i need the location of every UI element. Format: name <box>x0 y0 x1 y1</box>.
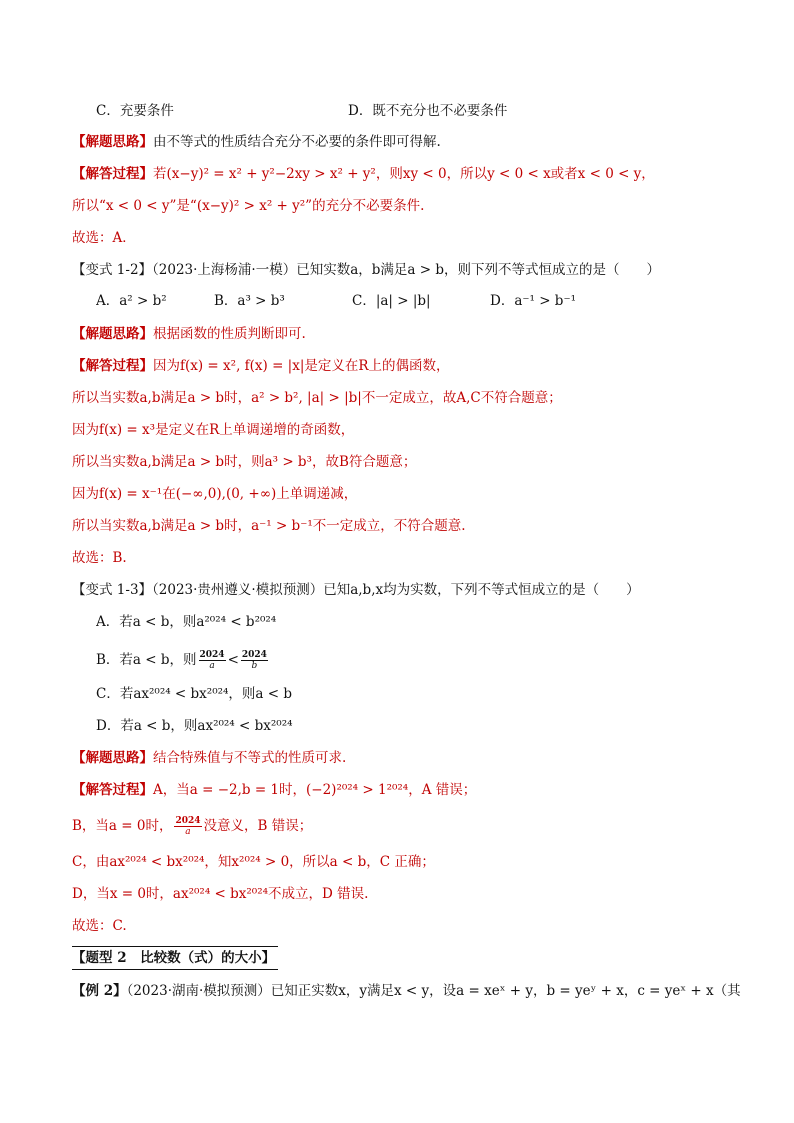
fraction-numerator: 2024 <box>199 650 225 660</box>
less-than: < <box>227 652 239 668</box>
process-line-2 <box>72 813 744 839</box>
process-line <box>72 779 744 801</box>
question-text: （2023·上海杨浦·一模）已知实数a，b满足a > b，则下列不等式恒成立的是（ ） <box>152 262 660 278</box>
option-a: A．若a < b，则a²⁰²⁴ < b²⁰²⁴ <box>96 614 277 630</box>
idea-text: 根据函数的性质判断即可. <box>153 326 306 342</box>
fraction <box>174 816 201 837</box>
fraction <box>241 650 268 671</box>
process-text: B，当a = 0时， <box>72 818 173 834</box>
question-tag: 【变式 1-3】 <box>72 582 153 598</box>
idea-text: 由不等式的性质结合充分不必要的条件即可得解. <box>153 134 441 150</box>
idea-label: 【解题思路】 <box>72 134 153 150</box>
option-a: A．a² > b² <box>96 293 167 309</box>
process-line-2: 所以“x < 0 < y”是“(x−y)² > x² + y²”的充分不必要条件. <box>72 198 425 214</box>
process-label: 【解答过程】 <box>72 782 153 798</box>
question-header <box>72 259 744 281</box>
fraction-denominator: a <box>209 661 215 671</box>
process-line <box>72 163 744 185</box>
process-line-3: 因为f(x) = x³是定义在R上单调递增的奇函数， <box>72 422 355 438</box>
process-line-3: C，由ax²⁰²⁴ < bx²⁰²⁴，知x²⁰²⁴ > 0，所以a < b，C 正确； <box>72 854 435 870</box>
option-b: B．a³ > b³ <box>214 293 285 309</box>
option-d: D．a⁻¹ > b⁻¹ <box>490 293 576 309</box>
option-c: C．充要条件 <box>96 103 174 119</box>
option-d: D．既不充分也不必要条件 <box>348 103 508 119</box>
process-line-2: 所以当实数a,b满足a > b时，a² > b², |a| > |b|不一定成立，故A,C不符合题意； <box>72 390 562 406</box>
fraction <box>199 650 226 671</box>
idea-label: 【解题思路】 <box>72 326 153 342</box>
question-tag: 【变式 1-2】 <box>72 262 153 278</box>
option-row <box>96 100 744 122</box>
fraction-denominator: b <box>251 661 258 671</box>
idea-text: 结合特殊值与不等式的性质可求. <box>153 750 347 766</box>
process-line-6: 所以当实数a,b满足a > b时，a⁻¹ > b⁻¹不一定成立，不符合题意. <box>72 518 466 534</box>
question-text: （2023·湖南·模拟预测）已知正实数x，y满足x < y，设a = xeˣ + y，b = yeʸ + x，c = yeˣ + x（其 <box>126 983 741 999</box>
process-line-4: 所以当实数a,b满足a > b时，则a³ > b³，故B符合题意； <box>72 454 417 470</box>
option-c: C．|a| > |b| <box>352 293 431 309</box>
fraction-numerator: 2024 <box>241 650 267 660</box>
process-text: 没意义，B 错误； <box>203 818 313 834</box>
process-text: 因为f(x) = x², f(x) = |x|是定义在R上的偶函数， <box>153 358 450 374</box>
option-c: C．若ax²⁰²⁴ < bx²⁰²⁴，则a < b <box>96 686 293 702</box>
fraction-denominator: a <box>185 827 191 837</box>
answer-line: 故选：C. <box>72 918 127 934</box>
question-header <box>72 980 744 1002</box>
process-text: 若(x−y)² = x² + y²−2xy > x² + y²，则xy < 0，所以y < 0 < x或者x < 0 < y， <box>153 166 655 182</box>
idea-line <box>72 131 744 153</box>
process-line <box>72 355 744 377</box>
question-tag: 【例 2】 <box>72 983 127 999</box>
idea-line <box>72 747 744 769</box>
option-b-text: B．若a < b，则 <box>96 652 197 668</box>
option-d: D．若a < b，则ax²⁰²⁴ < bx²⁰²⁴ <box>96 718 293 734</box>
process-text: A，当a = −2,b = 1时，(−2)²⁰²⁴ > 1²⁰²⁴，A 错误； <box>153 782 477 798</box>
question-header <box>72 579 744 601</box>
idea-line <box>72 323 744 345</box>
process-line-4: D，当x = 0时，ax²⁰²⁴ < bx²⁰²⁴不成立，D 错误. <box>72 886 369 902</box>
idea-label: 【解题思路】 <box>72 750 153 766</box>
process-label: 【解答过程】 <box>72 166 153 182</box>
option-row <box>96 290 744 312</box>
answer-line: 故选：B. <box>72 550 127 566</box>
section-title: 【题型 2 比较数（式）的大小】 <box>72 946 278 970</box>
option-b <box>96 647 744 673</box>
fraction-numerator: 2024 <box>175 816 201 826</box>
answer-line: 故选：A． <box>72 230 136 246</box>
process-label: 【解答过程】 <box>72 358 153 374</box>
process-line-5: 因为f(x) = x⁻¹在(−∞,0),(0, +∞)上单调递减， <box>72 486 358 502</box>
question-text: （2023·贵州遵义·模拟预测）已知a,b,x均为实数，下列不等式恒成立的是（ ） <box>152 582 640 598</box>
